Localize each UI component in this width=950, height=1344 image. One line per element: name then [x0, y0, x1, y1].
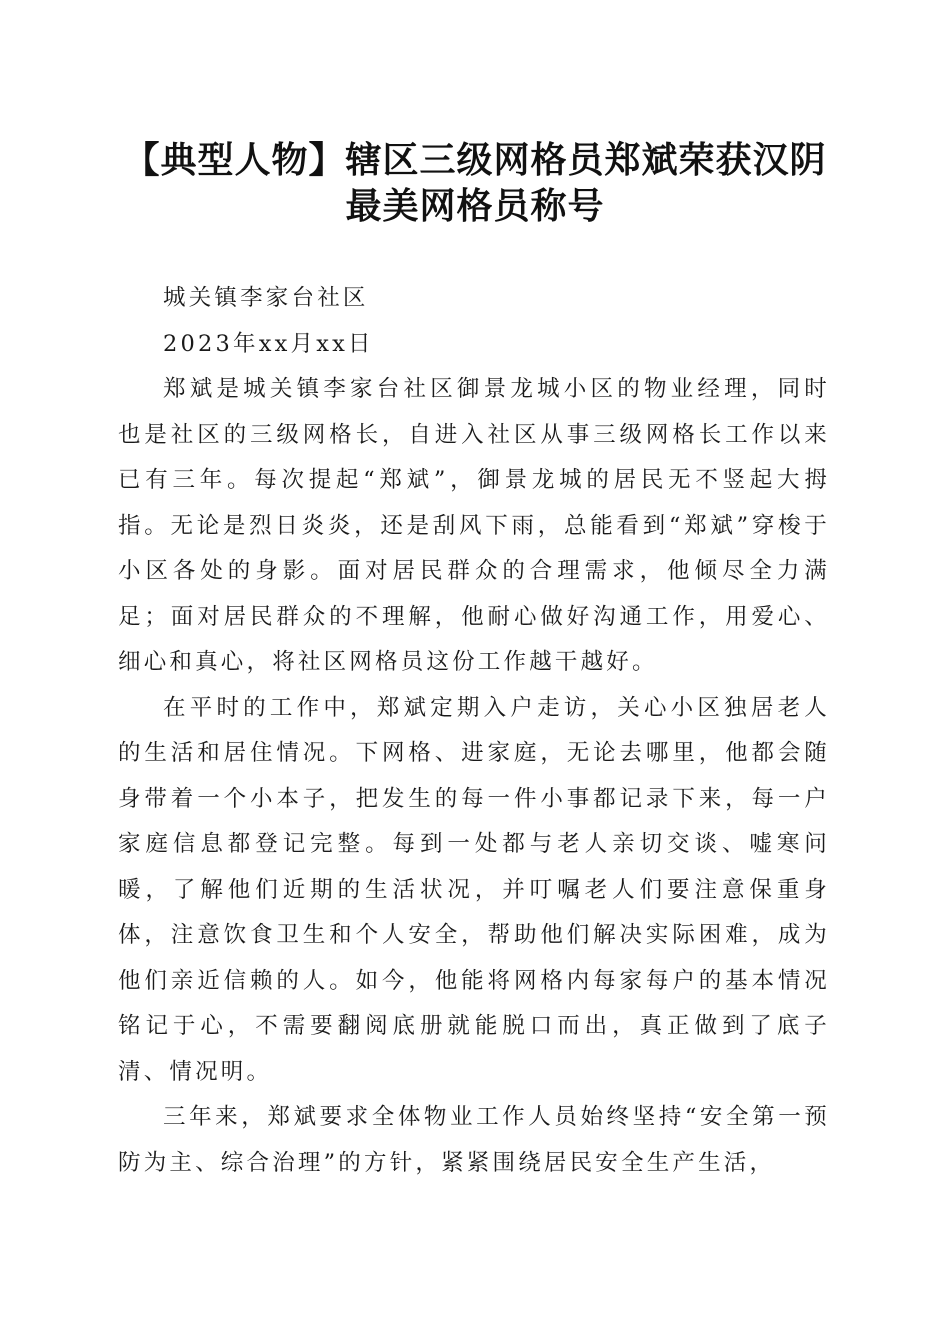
paragraph-2: 在平时的工作中，郑斌定期入户走访，关心小区独居老人的生活和居住情况。下网格、进家庭，无论去哪里，他都会随身带着一个小本子，把发生的每一件小事都记录下来，每一户家庭信息都登记完整。每到一处都与老人亲切交谈、嘘寒问暖，了解他们近期的生活状况，并叮嘱老人们要注意保重身体，注意饮食卫生和个人安全，帮助他们解决实际困难，成为他们亲近信赖的人。如今，他能将网格内每家每户的基本情况铭记于心，不需要翻阅底册就能脱口而出，真正做到了底子清、情况明。 [118, 694, 830, 1085]
document-body [118, 276, 830, 1186]
date-line: 2023年xx月xx日 [163, 330, 374, 357]
paragraph-1: 郑斌是城关镇李家台社区御景龙城小区的物业经理，同时也是社区的三级网格长，自进入社区从事三级网格长工作以来已有三年。每次提起“郑斌”，御景龙城的居民无不竖起大拇指。无论是烈日炎炎，还是刮风下雨，总能看到“郑斌”穿梭于小区各处的身影。面对居民群众的合理需求，他倾尽全力满足；面对居民群众的不理解，他耐心做好沟通工作，用爱心、细心和真心，将社区网格员这份工作越干越好。 [118, 376, 830, 675]
paragraph-3: 三年来，郑斌要求全体物业工作人员始终坚持“安全第一预防为主、综合治理”的方针，紧紧围绕居民安全生产生活， [118, 1104, 830, 1176]
document-title: 【典型人物】辖区三级网格员郑斌荣获汉阴最美网格员称号 [123, 140, 827, 227]
organization-line: 城关镇李家台社区 [163, 285, 369, 311]
